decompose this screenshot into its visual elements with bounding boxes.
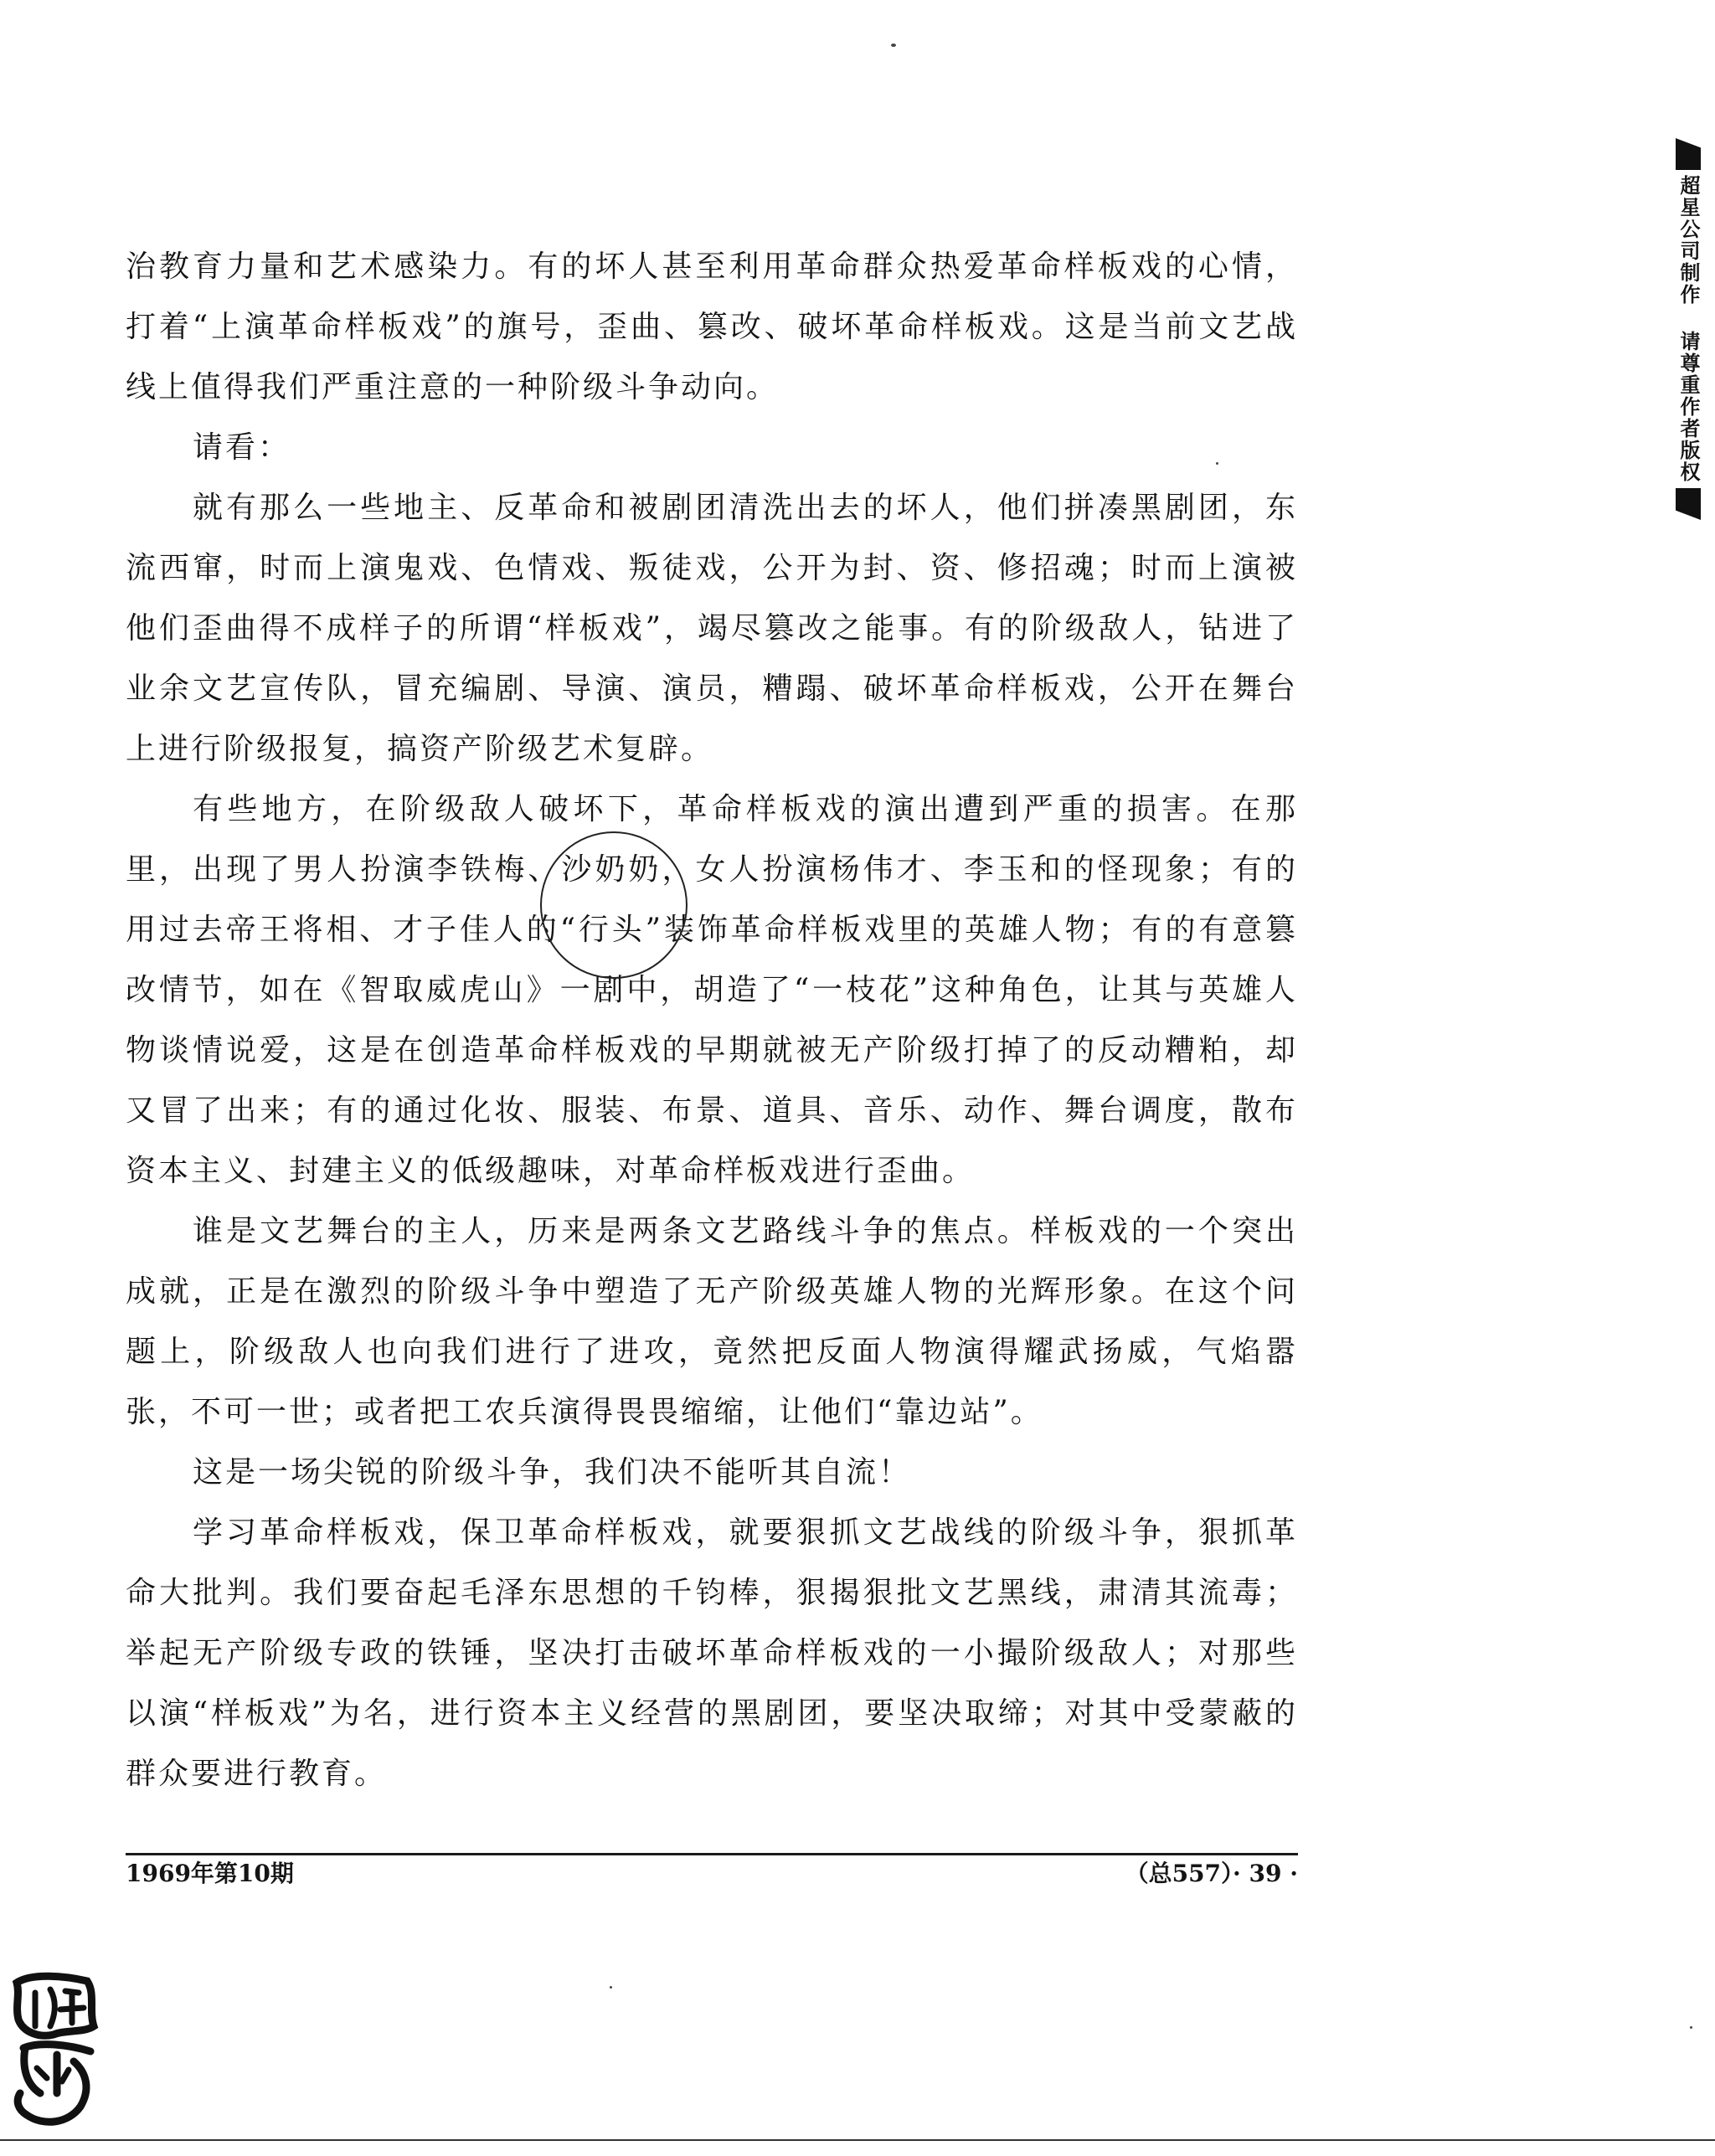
side-label-text: 超星公司制作 请尊重作者版权 xyxy=(1676,175,1700,483)
side-bar-top xyxy=(1676,138,1701,170)
paragraph: 谁是文艺舞台的主人，历来是两条文艺路线斗争的焦点。样板戏的一个突出成就，正是在激烈的阶级斗争中塑造了无产阶级英雄人物的光辉形象。在这个问题上，阶级敌人也向我们进行了进攻，竟然把反面人物演得耀武扬威，气焰嚣张，不可一世；或者把工农兵演得畏畏缩缩，让他们“靠边站”。 xyxy=(126,1214,1298,1429)
paragraph: 这是一场尖锐的阶级斗争，我们决不能听其自流！ xyxy=(193,1455,912,1490)
side-bar-bottom xyxy=(1676,488,1701,520)
paragraph: 就有那么一些地主、反革命和被剧团清洗出去的坏人，他们拼凑黑剧团，东流西窜，时而上演鬼戏、色情戏、叛徒戏，公开为封、资、修招魂；时而上演被他们歪曲得不成样子的所谓“样板戏”，竭尽篡改之能事。有的阶级敌人，钻进了业余文艺宣传队，冒充编剧、导演、演员，糟蹋、破坏革命样板戏，公开在舞台上进行阶级报复，搞资产阶级艺术复辟。 xyxy=(126,491,1298,766)
paragraph: 请看： xyxy=(193,430,291,465)
issue-label: 1969年第10期 xyxy=(126,1860,294,1887)
article-body xyxy=(126,237,1298,1804)
page-number: （总557）· 39 · xyxy=(1125,1860,1298,1887)
calligraphy-seal-icon xyxy=(7,1968,111,2143)
paragraph: 治教育力量和艺术感染力。有的坏人甚至利用革命群众热爱革命样板戏的心情，打着“上演革命样板戏”的旗号，歪曲、篡改、破坏革命样板戏。这是当前文艺战线上值得我们严重注意的一种阶级斗争动向。 xyxy=(126,250,1298,404)
scan-speck xyxy=(1690,2026,1692,2029)
paragraph: 学习革命样板戏，保卫革命样板戏，就要狠抓文艺战线的阶级斗争，狠抓革命大批判。我们要奋起毛泽东思想的千钧棒，狠揭狠批文艺黑线，肃清其流毒；举起无产阶级专政的铁锤，坚决打击破坏革命样板戏的一小撮阶级敌人；对那些以演“样板戏”为名，进行资本主义经营的黑剧团，要坚决取缔；对其中受蒙蔽的群众要进行教育。 xyxy=(126,1515,1298,1791)
scan-speck xyxy=(891,44,896,47)
hand-drawn-circle-mark xyxy=(540,831,688,979)
scan-speck xyxy=(1216,462,1218,465)
footer-rule xyxy=(126,1853,1298,1855)
scan-speck xyxy=(610,1986,612,1989)
copyright-side-label xyxy=(1673,138,1703,594)
paragraph: 有些地方，在阶级敌人破坏下，革命样板戏的演出遭到严重的损害。在那里，出现了男人扮演李铁梅、沙奶奶，女人扮演杨伟才、李玉和的怪现象；有的用过去帝王将相、才子佳人的“行头”装饰革命样板戏里的英雄人物；有的有意篡改情节，如在《智取威虎山》一剧中，胡造了“一枝花”这种角色，让其与英雄人物谈情说爱，这是在创造革命样板戏的早期就被无产阶级打掉了的反动糟粕，却又冒了出来；有的通过化妆、服装、布景、道具、音乐、动作、舞台调度，散布资本主义、封建主义的低级趣味，对革命样板戏进行歪曲。 xyxy=(126,792,1298,1188)
scan-bottom-edge xyxy=(0,2139,1715,2141)
page-footer xyxy=(126,1857,1298,1891)
